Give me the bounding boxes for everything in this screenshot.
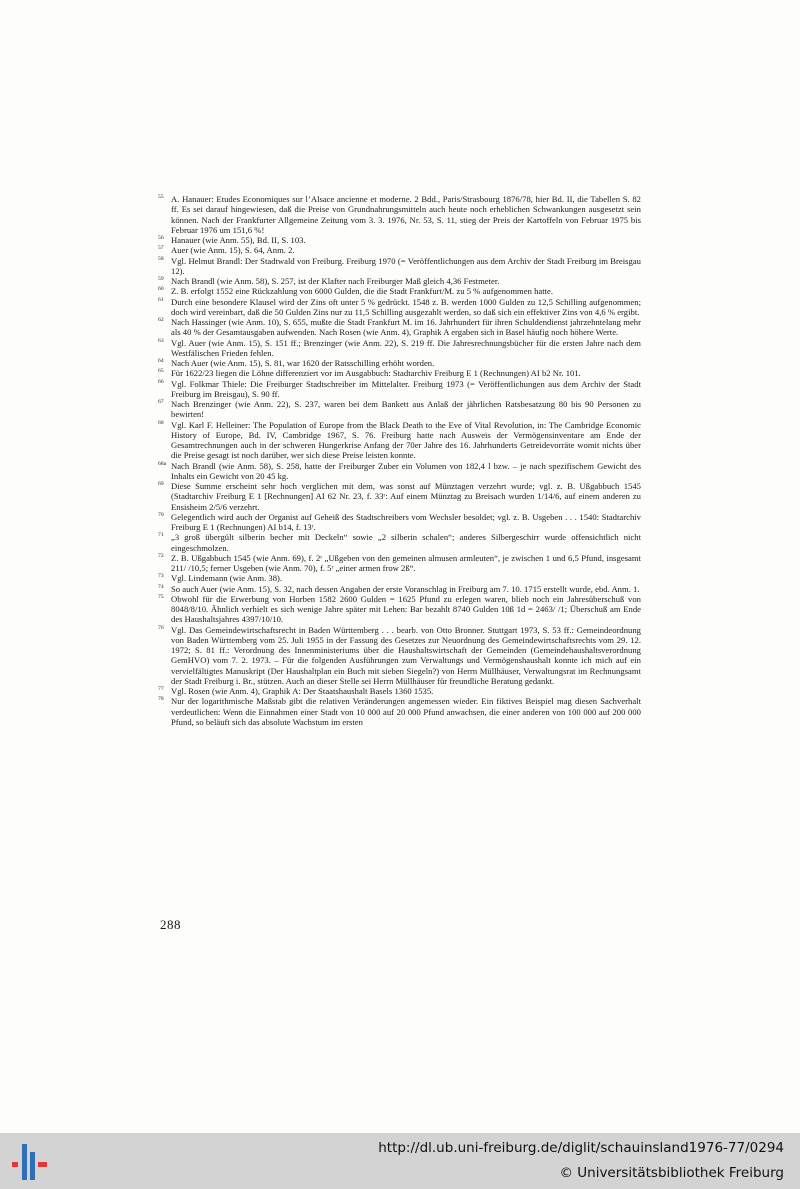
footnote-number: 67 — [158, 399, 164, 405]
footnote — [158, 584, 641, 594]
footnote-number: 60 — [158, 286, 164, 293]
footnote-number: 69 — [158, 481, 164, 487]
footnote — [158, 317, 641, 338]
footnote-text: Vgl. Auer (wie Anm. 15), S. 151 ff.; Brenzinger (wie Anm. 22), S. 219 ff. Die Jahresrechnungsbücher für die ersten Jahre nach dem Westfälischen Frieden fehlen. — [171, 337, 641, 358]
footnote-text: So auch Auer (wie Anm. 15), S. 32, nach dessen Angaben der erste Voranschlag in Freiburg am 7. 10. 1715 erstellt wurde, ebd. Anm. 1. — [171, 583, 640, 594]
footnote — [158, 686, 641, 696]
footnote — [158, 379, 641, 400]
viewer-footer — [0, 1133, 800, 1189]
footnote-number: 58 — [158, 255, 164, 262]
footnote-text: Nach Brandl (wie Anm. 58), S. 257, ist der Klafter nach Freiburger Maß gleich 4,36 Festmeter. — [171, 276, 500, 286]
footnote-text: Gelegentlich wird auch der Organist auf Geheiß des Stadtschreibers vom Wechsler besoldet; vgl. z. B. Usgeben . . . 1540: Stadtarchiv Freiburg E 1 (Rechnungen) AI b14, f. 13ʳ. — [171, 511, 641, 532]
footnote-text: Nach Hassinger (wie Anm. 10), S. 655, mußte die Stadt Frankfurt M. im 16. Jahrhundert für ihren Schuldendienst jahrzehntelang mehr als 40 % der Gesamtausgaben aufwenden. Nach Rosen (wie Anm. 4), Graphik A ergaben sich in Basel häufig noch höhere Werte. — [171, 317, 641, 338]
footnote-number: 71 — [158, 532, 164, 539]
footnote-number: 70 — [158, 511, 164, 518]
footnote — [158, 358, 641, 368]
source-url-link[interactable]: http://dl.ub.uni-freiburg.de/diglit/schauinsland1976-77/0294 — [378, 1140, 784, 1156]
footnote-text: Hanauer (wie Anm. 55), Bd. II, S. 103. — [171, 235, 306, 245]
footnote-number: 78 — [158, 696, 164, 703]
footnote-number: 64 — [158, 358, 164, 364]
footnote-text: Vgl. Lindemann (wie Anm. 38). — [171, 573, 283, 584]
footnote-number: 76 — [158, 624, 164, 631]
footnote-text: Nach Brandl (wie Anm. 58), S. 258, hatte der Freiburger Zuber ein Volumen von 182,4 l bzw. – je nach spezifischem Gewicht des Inhalts ein Gewicht von 20 45 kg. — [171, 460, 641, 481]
footnote-number: 74 — [158, 583, 164, 590]
footnote-text: Nach Brenzinger (wie Anm. 22), S. 237, waren bei dem Bankett aus Anlaß der jährlichen Ratsbesatzung 80 bis 90 Personen zu bewirten! — [171, 399, 641, 420]
footnote — [158, 420, 641, 461]
footnote — [158, 512, 641, 533]
footnote-number: 63 — [158, 337, 164, 344]
footnote-text: Nur der logarithmische Maßstab gibt die relativen Veränderungen angemessen wieder. Ein fiktives Beispiel mag diesen Sachverhalt verdeutlichen: Wenn die Einnahmen einer Stadt von 10 000 auf 20 000 Pfund anwachsen, die einer anderen von 100 000 auf 200 000 Pfund, so beläuft sich das absolute Wachstum im ersten — [171, 696, 641, 727]
footnote — [158, 696, 641, 727]
footnote-text: Vgl. Rosen (wie Anm. 4), Graphik A: Der Staatshaushalt Basels 1360 1535. — [171, 686, 434, 696]
footnote-number: 66 — [158, 378, 164, 385]
footnote-text: Obwohl für die Erwerbung von Horben 1582 2600 Gulden = 1625 Pfund zu erlegen waren, blieb noch ein Jahresüberschuß von 8048/8/10. Ähnlich verhielt es sich wenige Jahre später mit Lehen: Bar bezahlt 8740 Gulden 10ß 1d = 2463/ /1; Überschuß am Ende des Haushaltsjahres 4397/10/10. — [171, 593, 641, 625]
footnotes — [158, 194, 641, 727]
footnote — [158, 553, 641, 574]
footnote-number: 59 — [158, 276, 164, 282]
footnote — [158, 399, 641, 420]
footnote-text: „3 groß übergült silberin becher mit Deckeln“ sowie „2 silberin schalen“; anderes Silbergeschirr wurde offensichtlich nicht eingeschmolzen. — [171, 532, 641, 553]
footnote-text: Auer (wie Anm. 15), S. 64, Anm. 2. — [171, 245, 295, 256]
footnote-number: 68 — [158, 419, 164, 426]
footnote — [158, 594, 641, 625]
footnote-text: A. Hanauer: Etudes Economiques sur l’Alsace ancienne et moderne. 2 Bdd., Paris/Strasbourg 1876/78, hier Bd. II, die Tabellen S. 82 ff. Es sei darauf hingewiesen, daß die Preise von Grundnahrungsmitteln auch heute noch erheblichen Schwankungen ausgesetzt sein können. Nach der Frankfurter Allgemeine Zeitung vom 3. 3. 1976, Nr. 53, S. 11, stieg der Preis der Kartoffeln von Februar 1975 bis Februar 1976 um 151,6 %! — [171, 194, 641, 235]
footnote-number: 62 — [158, 317, 164, 323]
footnote-number: 61 — [158, 296, 164, 303]
footnote — [158, 368, 641, 378]
footnote — [158, 235, 641, 245]
footnote-number: 55 — [158, 194, 164, 200]
footnote — [158, 573, 641, 583]
footnote — [158, 532, 641, 553]
footnote — [158, 297, 641, 318]
footnote-number: 68a — [158, 460, 167, 467]
footnote-text: Z. B. erfolgt 1552 eine Rückzahlung von 6000 Gulden, die die Stadt Frankfurt/M. zu 5 % aufgenommen hatte. — [171, 286, 554, 297]
footnote-number: 77 — [158, 686, 164, 692]
footnote-text: Vgl. Karl F. Helleiner: The Population of Europe from the Black Death to the Eve of Vital Revolution, in: The Cambridge Economic History of Europe, Bd. IV, Cambridge 1967, S. 76. Freiburg hatte nach Ausweis der Vermögensinventare am Ende der Gesamtrechnungen auch in der schweren Hungerkrise Anfang der 70er Jahre des 16. Jahrhunderts Getreidevorräte womit nichts über die Preise gesagt ist noch darüber, wer sich diese Preise leisten konnte. — [171, 419, 641, 461]
page-number: 288 — [160, 917, 181, 932]
footnote — [158, 276, 641, 286]
footnote-text: Durch eine besondere Klausel wird der Zins oft unter 5 % gedrückt. 1548 z. B. werden 1000 Gulden zu 12,5 Schilling aufgenommen; doch wird vereinbart, daß die 50 Gulden Zins nur zu 11,5 Schilling ausgezahlt werden, so daß sich ein effektiver Zins von 4,6 % ergibt. — [171, 296, 641, 317]
footnote-number: 57 — [158, 245, 164, 252]
footnote-number: 72 — [158, 552, 164, 559]
footnote-text: Nach Auer (wie Anm. 15), S. 81, war 1620 der Ratsschilling erhöht worden. — [171, 358, 435, 368]
footnote — [158, 194, 641, 235]
footnote-number: 65 — [158, 368, 164, 375]
copyright-text: © Universitätsbibliothek Freiburg — [559, 1165, 784, 1181]
footnote — [158, 338, 641, 359]
footnote-text: Vgl. Das Gemeindewirtschaftsrecht in Baden Württemberg . . . bearb. von Otto Bronner. Stuttgart 1973, S. 53 ff.: Gemeindeordnung von Baden Württemberg vom 25. Juli 1955 in der Fassung des Gesetzes zur Neuordnung des Gemeindewirtschaftsrechts vom 29. 12. 1972; S. 81 ff.: Verordnung des Innenministeriums über die Haushaltswirtschaft der Gemeinden (Gemeindehaushaltsverordnung GemHVO) vom 7. 2. 1973. – Für die folgenden Ausführungen zum Verwaltungs und Vermögenshaushalt konnte ich mich auf ein vervielfältigtes Manuskript (Der Haushaltplan ein Buch mit sieben Siegeln?) von Herrn Müllhäuser, Verwaltungsrat im Rechnungsamt der Stadt Freiburg i. Br., stützen. Auch an dieser Stelle sei Herrn Müllhäuser für freundliche Beratung gedankt. — [171, 624, 641, 686]
footnote-number: 75 — [158, 593, 164, 600]
footnote-number: 73 — [158, 573, 164, 580]
footnote-number: 56 — [158, 235, 164, 241]
footnote — [158, 481, 641, 512]
footnote-text: Für 1622/23 liegen die Löhne differenziert vor im Ausgabbuch: Stadtarchiv Freiburg E 1 (Rechnungen) AI b2 Nr. 101. — [171, 368, 581, 379]
footnote — [158, 286, 641, 296]
footnote-text: Diese Summe erscheint sehr hoch verglichen mit dem, was sonst auf Münztagen verzehrt wurde; vgl. z. B. Ußgabbuch 1545 (Stadtarchiv Freiburg E 1 [Rechnungen] AI 62 Nr. 23, f. 33ʳ: Auf einem Münztag zu Breisach wurden 1/14/6, auf einem anderen zu Ensisheim 2/5/6 verzehrt. — [171, 481, 641, 512]
footnote-text: Z. B. Ußgabbuch 1545 (wie Anm. 69), f. 2ʳ „Ußgeben von den gemeinen almusen armleuten“, je zwischen 1 und 6,5 Pfund, insgesamt 211/ /10,5; ferner Usgeben (wie Anm. 70), f. 5ʳ „einer armen frow 2ß“. — [171, 552, 641, 573]
footnote — [158, 461, 641, 482]
footnote — [158, 625, 641, 687]
footnote — [158, 245, 641, 255]
footnote — [158, 256, 641, 277]
footnote-text: Vgl. Folkmar Thiele: Die Freiburger Stadtschreiber im Mittelalter. Freiburg 1973 (= Veröffentlichungen aus dem Archiv der Stadt Freiburg im Breisgau), S. 90 ff. — [171, 378, 641, 399]
footnote-text: Vgl. Helmut Brandl: Der Stadtwald von Freiburg. Freiburg 1970 (= Veröffentlichungen aus dem Archiv der Stadt Freiburg im Breisgau 12). — [171, 255, 641, 276]
ub-freiburg-logo-icon — [10, 1142, 50, 1182]
